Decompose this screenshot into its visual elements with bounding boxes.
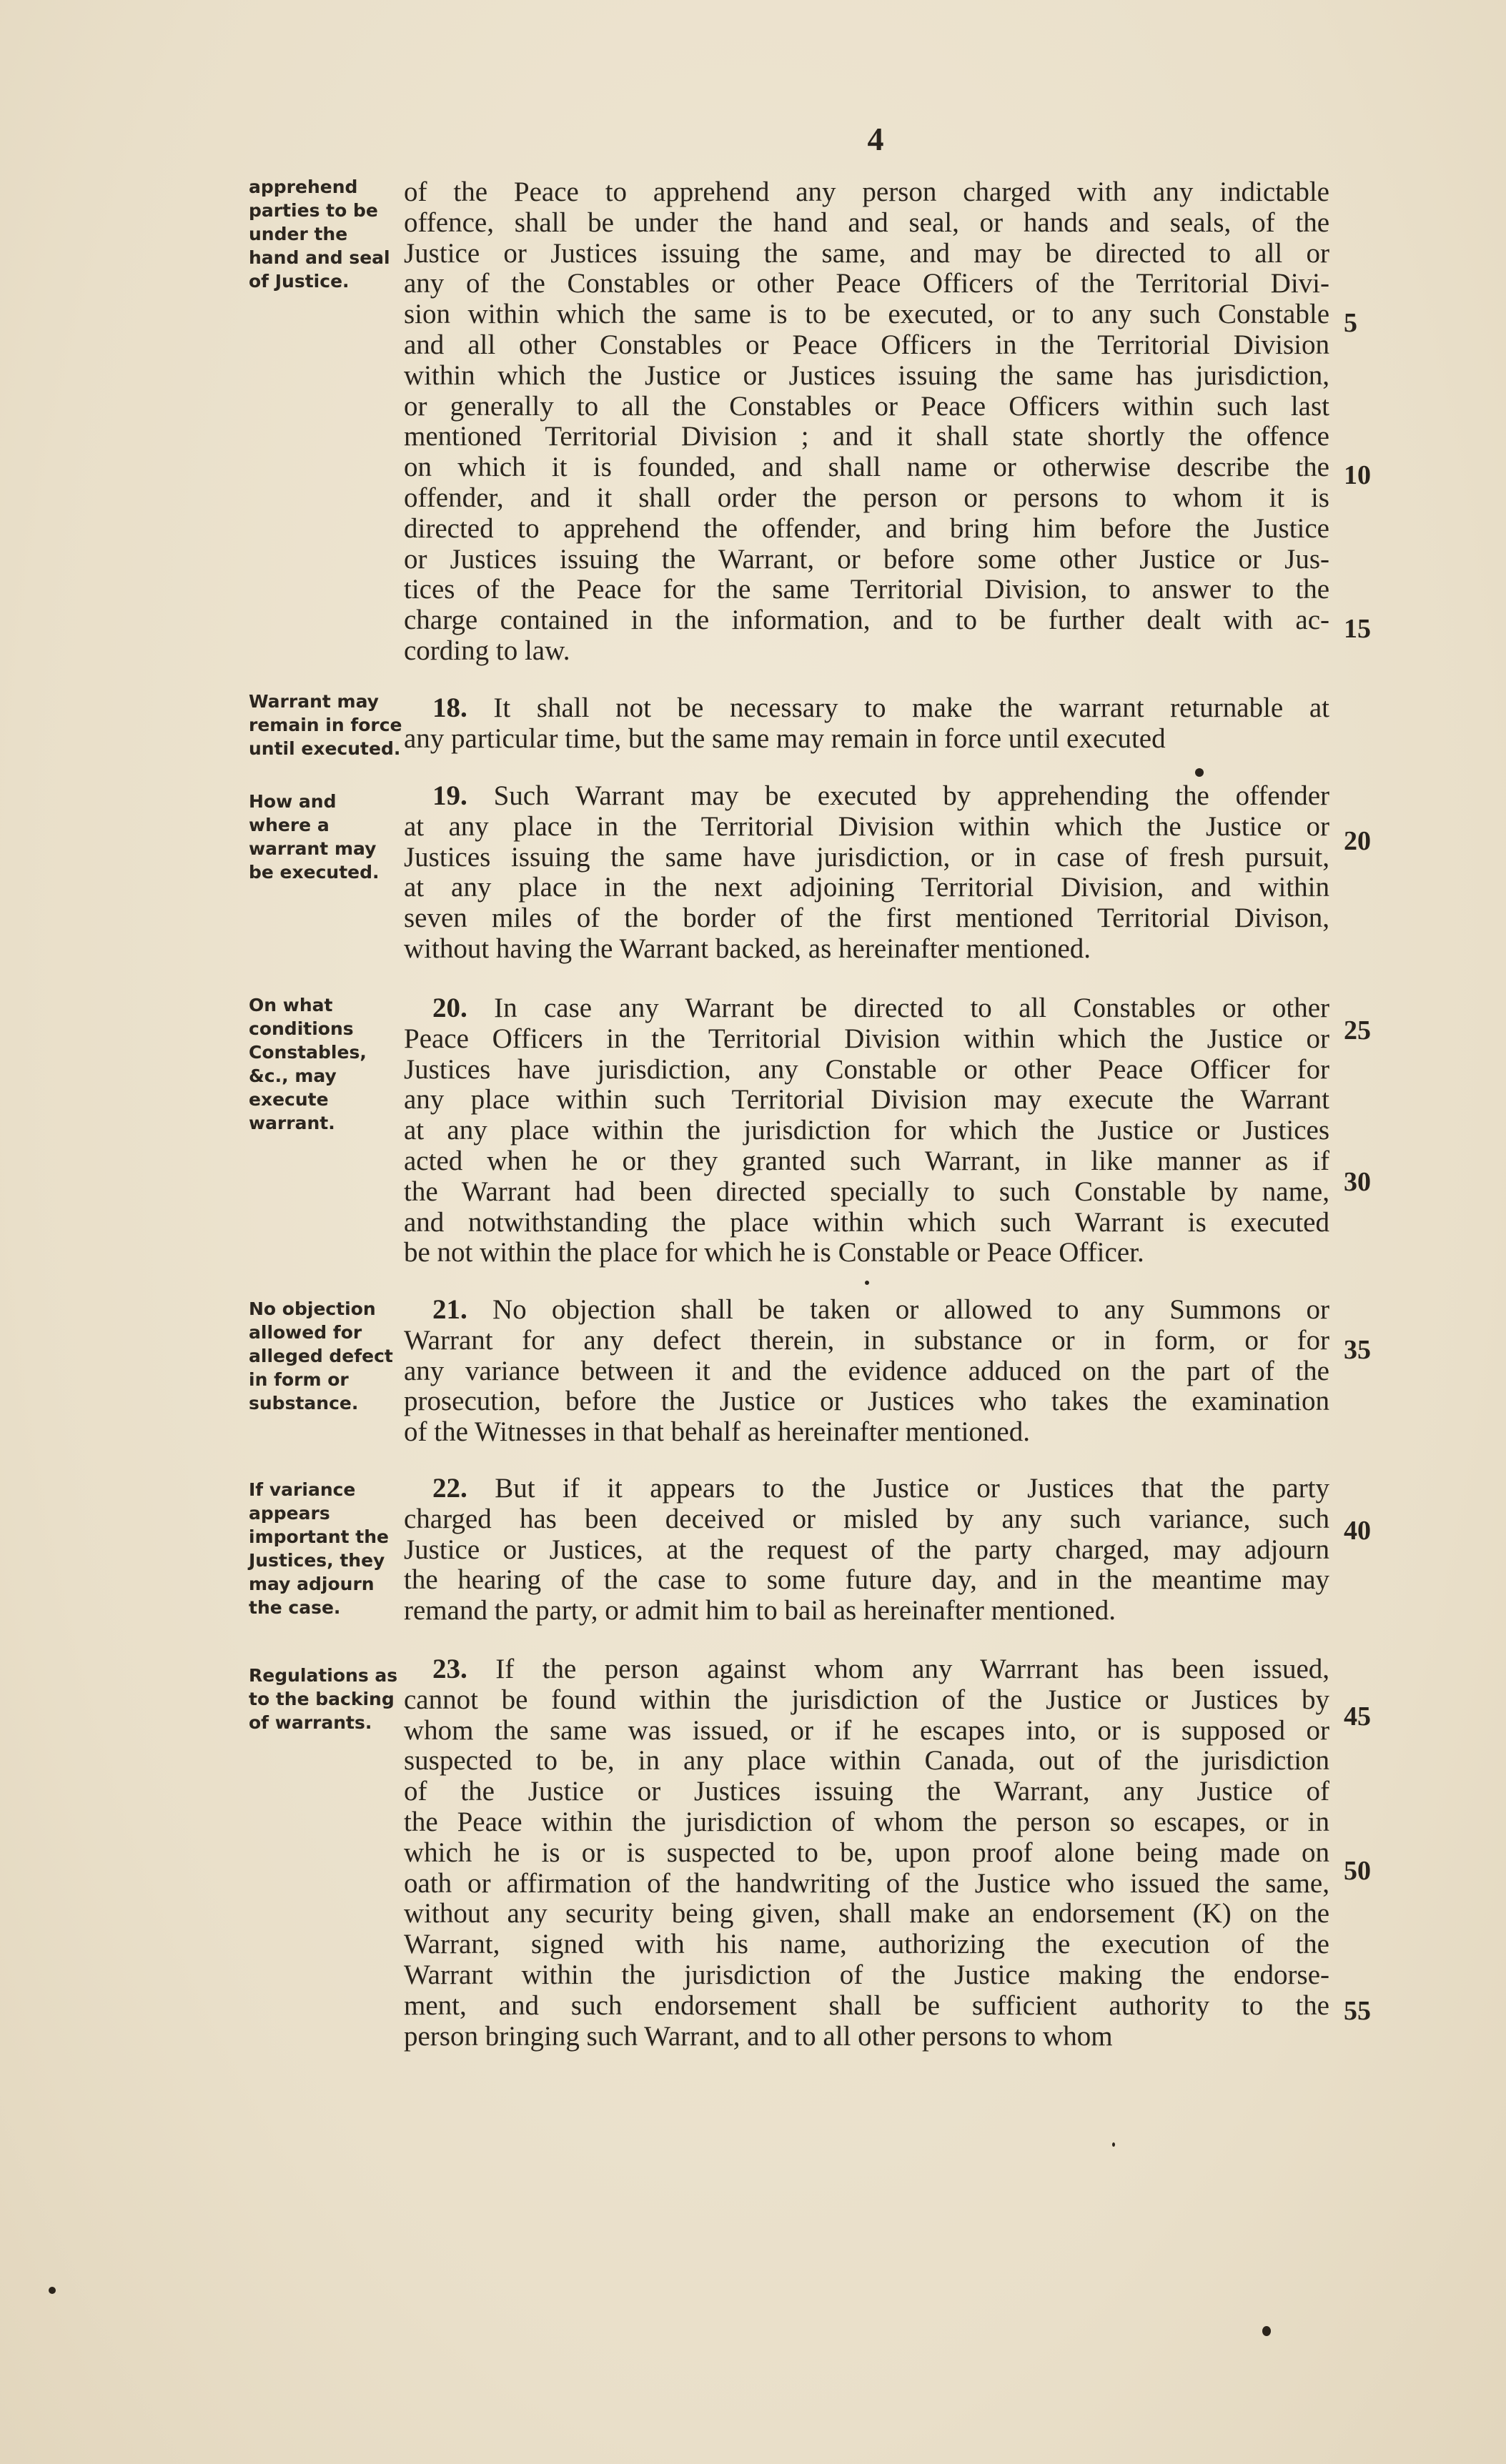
text-line: and notwithstanding the place within which such Warrant is executed <box>404 1206 1329 1238</box>
section-text <box>404 177 1329 667</box>
text-line: 18. It shall not be necessary to make the warrant returnable at <box>432 692 1330 723</box>
section-text <box>404 993 1329 1268</box>
text-line: suspected to be, in any place within Canada, out of the jurisdiction <box>404 1745 1329 1777</box>
line-number: 20 <box>1344 826 1371 856</box>
text-line: offence, shall be under the hand and seal, or hands and seals, of the <box>404 207 1329 238</box>
text-line: the Peace within the jurisdiction of whom the person so escapes, or in <box>404 1806 1329 1837</box>
section-text <box>404 693 1329 755</box>
text-line: of the Justice or Justices issuing the Warrant, any Justice of <box>404 1776 1329 1807</box>
text-line: Peace Officers in the Territorial Division within which the Justice or <box>404 1023 1329 1054</box>
section-number: 22. <box>432 1473 467 1504</box>
section-number: 23. <box>432 1654 467 1684</box>
text-line: acted when he or they granted such Warrant, in like manner as if <box>404 1145 1329 1176</box>
text-line: within which the Justice or Justices issuing the same has jurisdiction, <box>404 359 1329 391</box>
text-line: and all other Constables or Peace Officers in the Territorial Division <box>404 329 1329 360</box>
text-line: at any place in the Territorial Division within which the Justice or <box>404 810 1329 842</box>
ink-speck <box>1112 2142 1115 2147</box>
text-line: whom the same was issued, or if he escapes into, or is supposed or <box>404 1714 1329 1746</box>
text-line: any variance between it and the evidence adduced on the part of the <box>404 1355 1329 1386</box>
text-line: remand the party, or admit him to bail as hereinafter mentioned. <box>404 1595 1116 1626</box>
line-number: 25 <box>1344 1015 1371 1045</box>
text-line: of the Witnesses in that behalf as hereinafter mentioned. <box>404 1416 1030 1448</box>
text-line: mentioned Territorial Division ; and it shall state shortly the offence <box>404 421 1329 452</box>
line-number: 30 <box>1344 1167 1371 1197</box>
margin-note: Warrant may remain in force until executed. <box>249 691 402 759</box>
text-line: Warrant for any defect therein, in substance or in form, or for <box>404 1324 1329 1356</box>
text-line: charge contained in the information, and to be further dealt with ac- <box>404 605 1329 636</box>
line-number: 35 <box>1344 1335 1371 1365</box>
line-number: 15 <box>1344 614 1371 644</box>
text-line: Justice or Justices, at the request of the party charged, may adjourn <box>404 1534 1329 1565</box>
section-text <box>404 1654 1329 2052</box>
section-text <box>404 1295 1329 1448</box>
text-line: Warrant, signed with his name, authorizing the execution of the <box>404 1929 1329 1960</box>
text-line: be not within the place for which he is Constable or Peace Officer. <box>404 1237 1144 1268</box>
text-line: at any place within the jurisdiction for which the Justice or Justices <box>404 1115 1329 1146</box>
section-text <box>404 781 1329 965</box>
text-line: directed to apprehend the offender, and bring him before the Justice <box>404 512 1329 544</box>
text-line: any particular time, but the same may remain in force until executed <box>404 722 1166 754</box>
text-line: sion within which the same is to be executed, or to any such Constable <box>404 299 1329 330</box>
text-line: without any security being given, shall make an endorsement (K) on the <box>404 1898 1329 1929</box>
text-line: charged has been deceived or misled by any such variance, such <box>404 1503 1329 1534</box>
text-line: 22. But if it appears to the Justice or Justices that the party <box>432 1473 1330 1504</box>
text-line: Justice or Justices issuing the same, and may be directed to all or <box>404 237 1329 269</box>
text-line: oath or affirmation of the handwriting of the Justice who issued the same, <box>404 1867 1329 1899</box>
line-number: 5 <box>1344 308 1357 338</box>
text-line: of the Peace to apprehend any person charged with any indictable <box>404 177 1329 207</box>
text-line: or generally to all the Constables or Peace Officers within such last <box>404 390 1329 422</box>
text-line: any place within such Territorial Division may execute the Warrant <box>404 1084 1329 1116</box>
margin-note: How and where a warrant may be executed. <box>249 791 380 883</box>
text-line: Justices have jurisdiction, any Constable or other Peace Officer for <box>404 1053 1329 1085</box>
ink-speck <box>49 2287 56 2294</box>
text-line: cording to law. <box>404 635 570 666</box>
text-line: Warrant within the jurisdiction of the Justice making the endorse- <box>404 1959 1329 1990</box>
line-number: 10 <box>1344 460 1371 490</box>
margin-note: Regulations as to the backing of warrants. <box>249 1665 398 1733</box>
text-line: seven miles of the border of the first mentioned Territorial Divison, <box>404 903 1329 934</box>
text-line: 20. In case any Warrant be directed to all Constables or other <box>432 993 1329 1023</box>
ink-speck <box>865 1281 869 1285</box>
text-line: without having the Warrant backed, as hereinafter mentioned. <box>404 933 1091 964</box>
text-line: prosecution, before the Justice or Justices who takes the examination <box>404 1386 1329 1417</box>
line-number: 50 <box>1344 1856 1371 1886</box>
margin-note: On what conditions Constables, &c., may execute warrant. <box>249 995 367 1133</box>
section-number: 19. <box>432 780 467 811</box>
text-line: the hearing of the case to some future day, and in the meantime may <box>404 1564 1329 1596</box>
text-line: or Justices issuing the Warrant, or before some other Justice or Jus- <box>404 543 1329 575</box>
section-number: 18. <box>432 692 467 723</box>
text-line: the Warrant had been directed specially to such Constable by name, <box>404 1176 1329 1207</box>
text-line: cannot be found within the jurisdiction of the Justice or Justices by <box>404 1684 1329 1715</box>
section-text <box>404 1474 1329 1626</box>
margin-note: No objection allowed for alleged defect in form or substance. <box>249 1298 393 1414</box>
margin-note: If variance appears important the Justices, they may adjourn the case. <box>249 1479 389 1618</box>
text-line: on which it is founded, and shall name or otherwise describe the <box>404 452 1329 483</box>
section-number: 20. <box>432 993 467 1023</box>
text-line: tices of the Peace for the same Territorial Division, to answer to the <box>404 574 1329 605</box>
margin-note: apprehend parties to be under the hand and seal of Justice. <box>249 177 390 292</box>
text-line: 23. If the person against whom any Warrrant has been issued, <box>432 1654 1329 1684</box>
text-line: Justices issuing the same have jurisdiction, or in case of fresh pursuit, <box>404 841 1329 873</box>
text-line: any of the Constables or other Peace Officers of the Territorial Divi- <box>404 268 1329 299</box>
text-line: which he is or is suspected to be, upon proof alone being made on <box>404 1837 1329 1868</box>
text-line: 21. No objection shall be taken or allowed to any Summons or <box>432 1294 1329 1325</box>
line-number: 55 <box>1344 1996 1371 2026</box>
text-line: person bringing such Warrant, and to all other persons to whom <box>404 2020 1113 2052</box>
page-number: 4 <box>867 121 884 157</box>
line-number: 45 <box>1344 1702 1371 1732</box>
ink-speck <box>1262 2326 1271 2336</box>
section-number: 21. <box>432 1294 467 1325</box>
text-line: offender, and it shall order the person or persons to whom it is <box>404 482 1329 513</box>
line-number: 40 <box>1344 1516 1371 1546</box>
ink-speck <box>1195 768 1204 777</box>
text-line: at any place in the next adjoining Territorial Division, and within <box>404 872 1329 903</box>
text-line: ment, and such endorsement shall be sufficient authority to the <box>404 1989 1329 2021</box>
text-line: 19. Such Warrant may be executed by apprehending the offender <box>432 780 1329 811</box>
